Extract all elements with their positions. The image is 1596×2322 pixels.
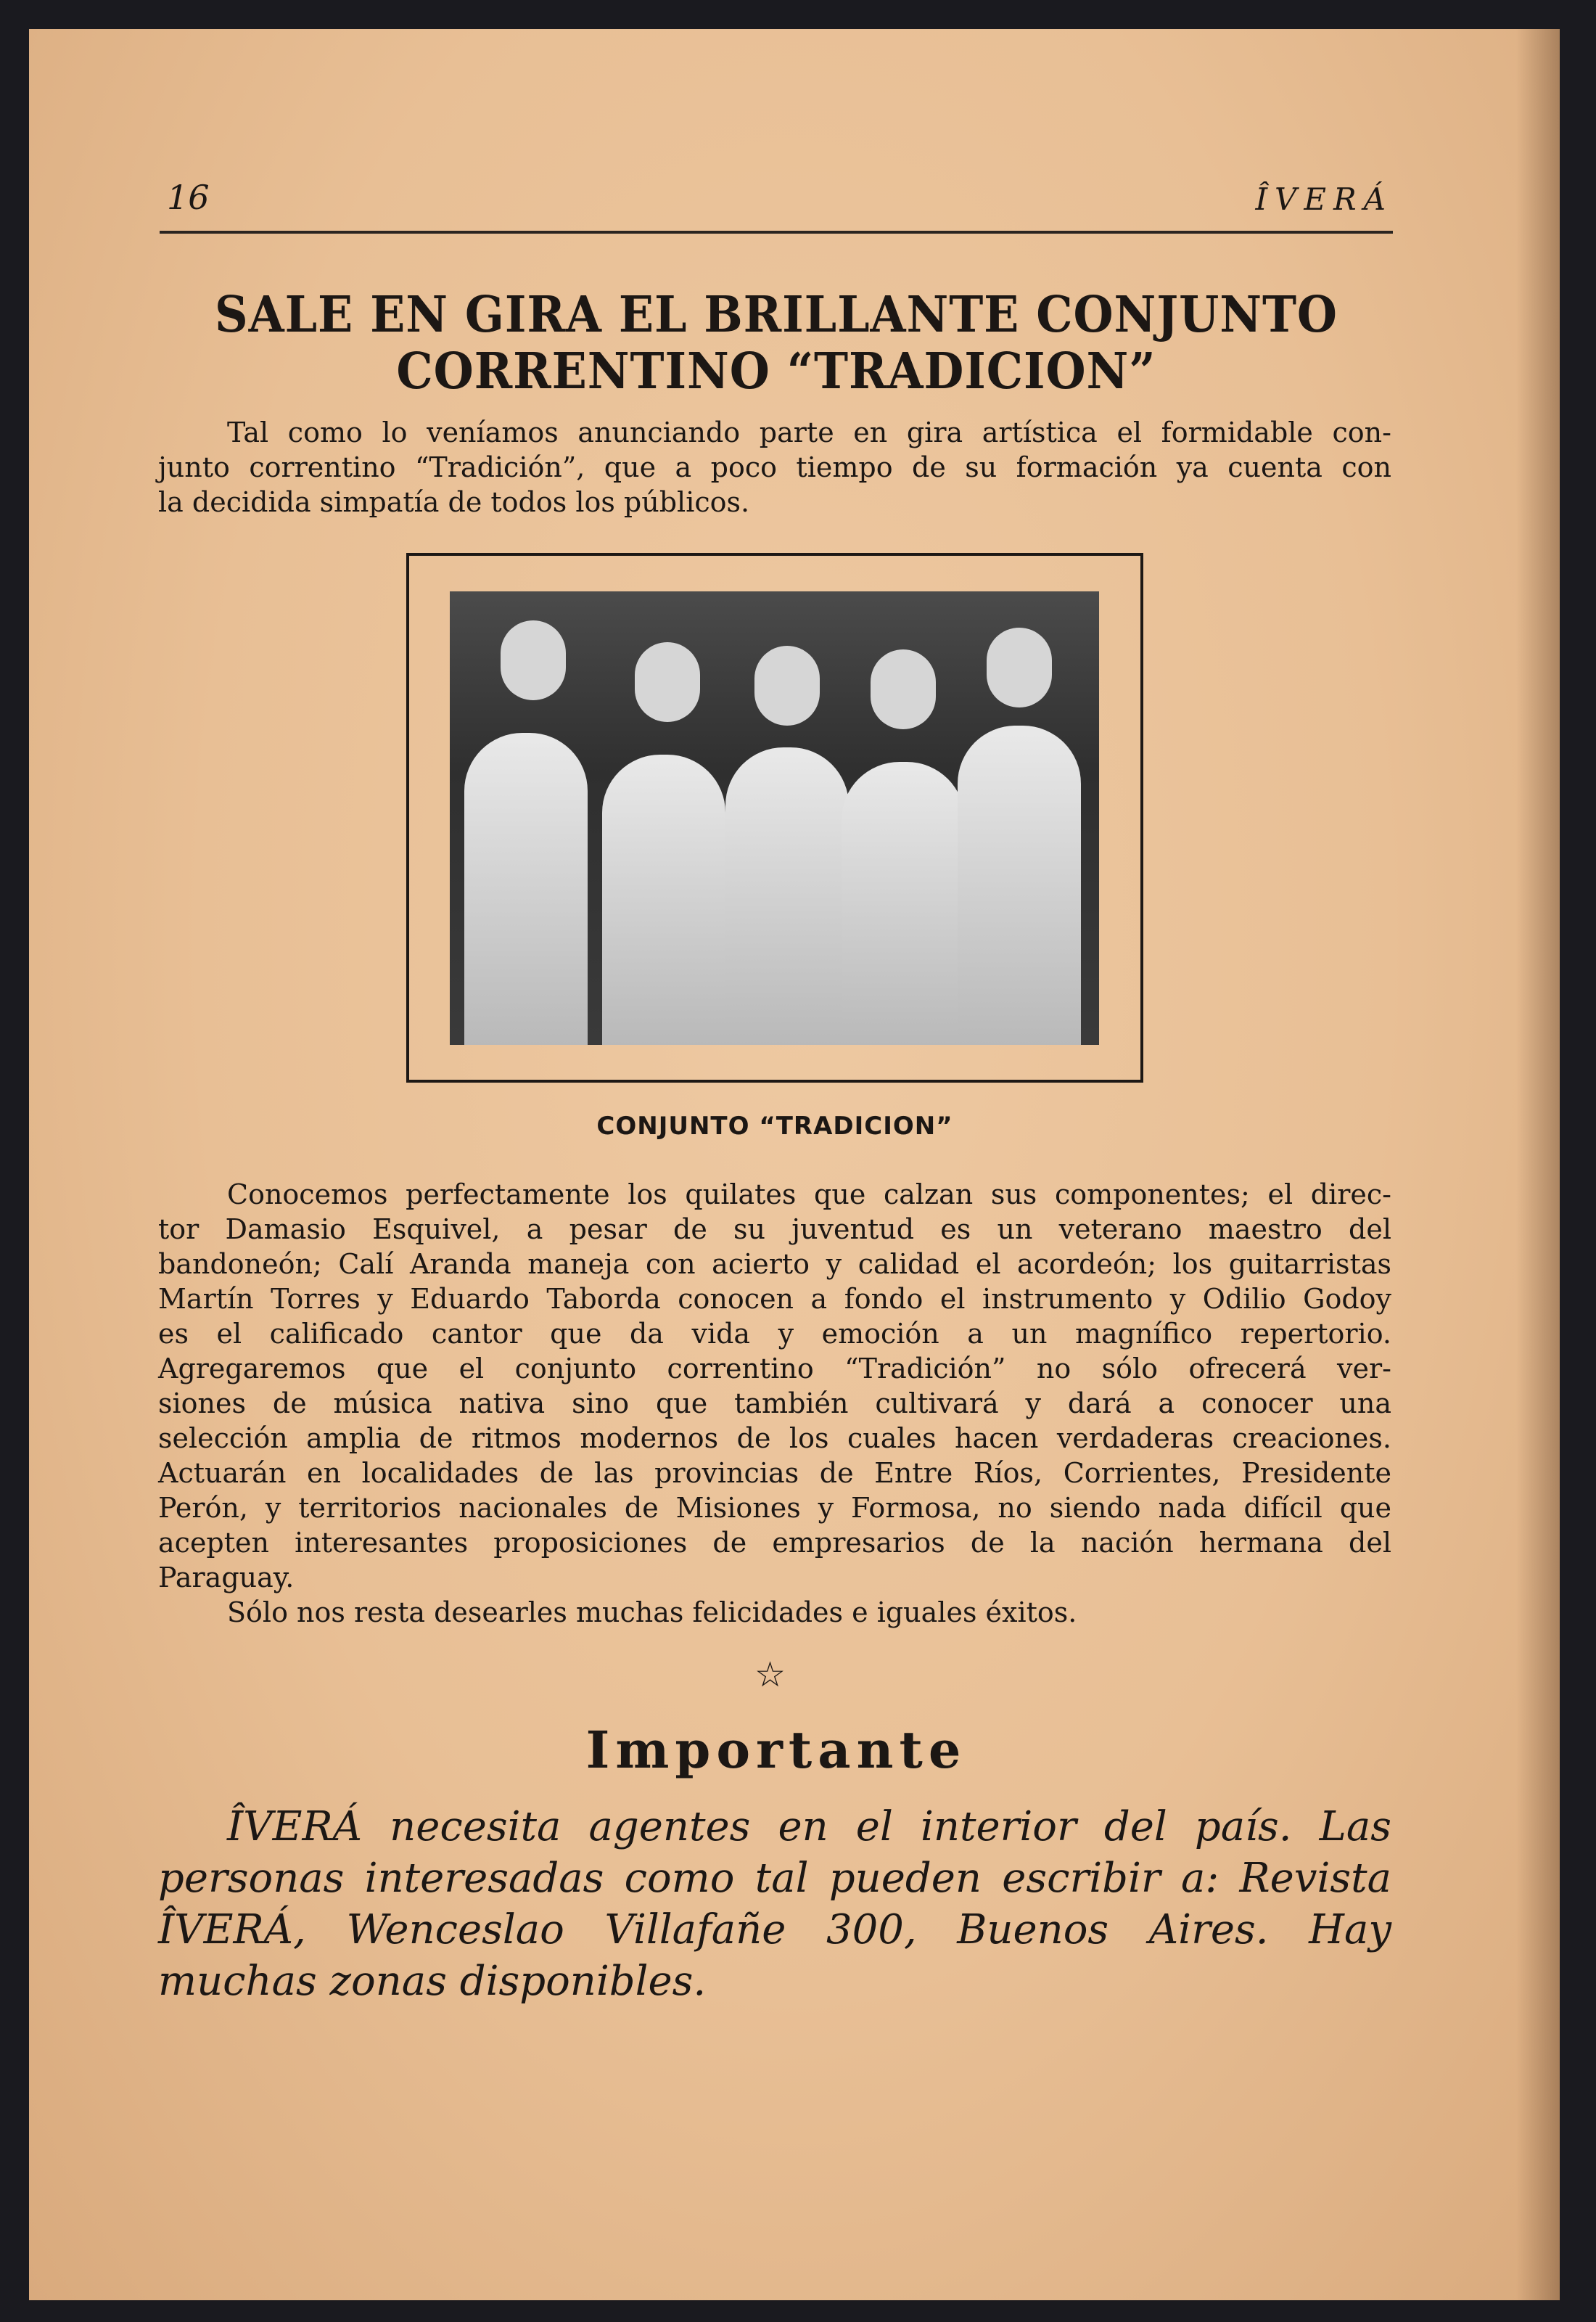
text-line: siones de música nativa sino que también cultivará y dará a conocer una: [158, 1387, 1391, 1419]
text-line: ÎVERÁ necesita agentes en el interior del país. Las: [227, 1803, 1391, 1850]
body-paragraph: [158, 1177, 1391, 1630]
person-figure: [842, 762, 965, 1045]
text-line: la decidida simpatía de todos los públicos.: [158, 486, 750, 518]
text-line: Agregaremos que el conjunto correntino “Tradición” no sólo ofrecerá ver-: [158, 1353, 1391, 1384]
intro-paragraph: [158, 415, 1391, 520]
notice-heading: Importante: [585, 1720, 967, 1780]
closing-line: Sólo nos resta desearles muchas felicidades e iguales éxitos.: [227, 1596, 1077, 1628]
person-head: [754, 646, 820, 726]
text-line: personas interesadas como tal pueden escribir a: Revista: [158, 1855, 1391, 1902]
text-line: acepten interesantes proposiciones de empresarios de la nación hermana del: [158, 1527, 1391, 1559]
text-line: Actuarán en localidades de las provincias de Entre Ríos, Corrientes, Presidente: [158, 1457, 1391, 1489]
running-header: ÎVERÁ: [1255, 181, 1393, 217]
person-head: [987, 628, 1052, 707]
notice-paragraph: [158, 1801, 1391, 2007]
text-line: Perón, y territorios nacionales de Misiones y Formosa, no siendo nada difícil que: [158, 1492, 1391, 1524]
band-photo: [450, 591, 1099, 1045]
title-line: SALE EN GIRA EL BRILLANTE CONJUNTO: [215, 286, 1338, 344]
title-line: CORRENTINO “TRADICION”: [396, 342, 1156, 401]
person-figure: [725, 747, 849, 1045]
text-line: Tal como lo veníamos anunciando parte en gira artística el formidable con-: [227, 417, 1391, 448]
text-line: Martín Torres y Eduardo Taborda conocen a fondo el instrumento y Odilio Godoy: [158, 1283, 1391, 1315]
text-line: muchas zonas disponibles.: [158, 1958, 707, 2005]
text-line: ÎVERÁ, Wenceslao Villafañe 300, Buenos Aires. Hay: [158, 1906, 1391, 1953]
text-line: junto correntino “Tradición”, que a poco tiempo de su formación ya cuenta con: [158, 451, 1391, 483]
person-figure: [958, 726, 1081, 1045]
text-line: es el calificado cantor que da vida y emoción a un magnífico repertorio.: [158, 1318, 1391, 1350]
page-number: 16: [167, 178, 210, 217]
text-line: Paraguay.: [158, 1562, 295, 1593]
text-line: selección amplia de ritmos modernos de los cuales hacen verdaderas creaciones.: [158, 1422, 1391, 1454]
person-figure: [602, 755, 725, 1045]
person-figure: [464, 733, 588, 1045]
photo-caption: CONJUNTO “TRADICION”: [596, 1112, 953, 1141]
person-head: [635, 642, 700, 722]
person-head: [871, 649, 936, 729]
header-rule: [160, 231, 1393, 234]
person-head: [501, 620, 566, 700]
text-line: Conocemos perfectamente los quilates que calzan sus componentes; el direc-: [227, 1178, 1391, 1210]
star-icon: ☆: [754, 1654, 786, 1695]
text-line: tor Damasio Esquivel, a pesar de su juventud es un veterano maestro del: [158, 1213, 1391, 1245]
article-title: [189, 287, 1363, 400]
text-line: bandoneón; Calí Aranda maneja con acierto y calidad el acordeón; los guitarristas: [158, 1248, 1391, 1280]
